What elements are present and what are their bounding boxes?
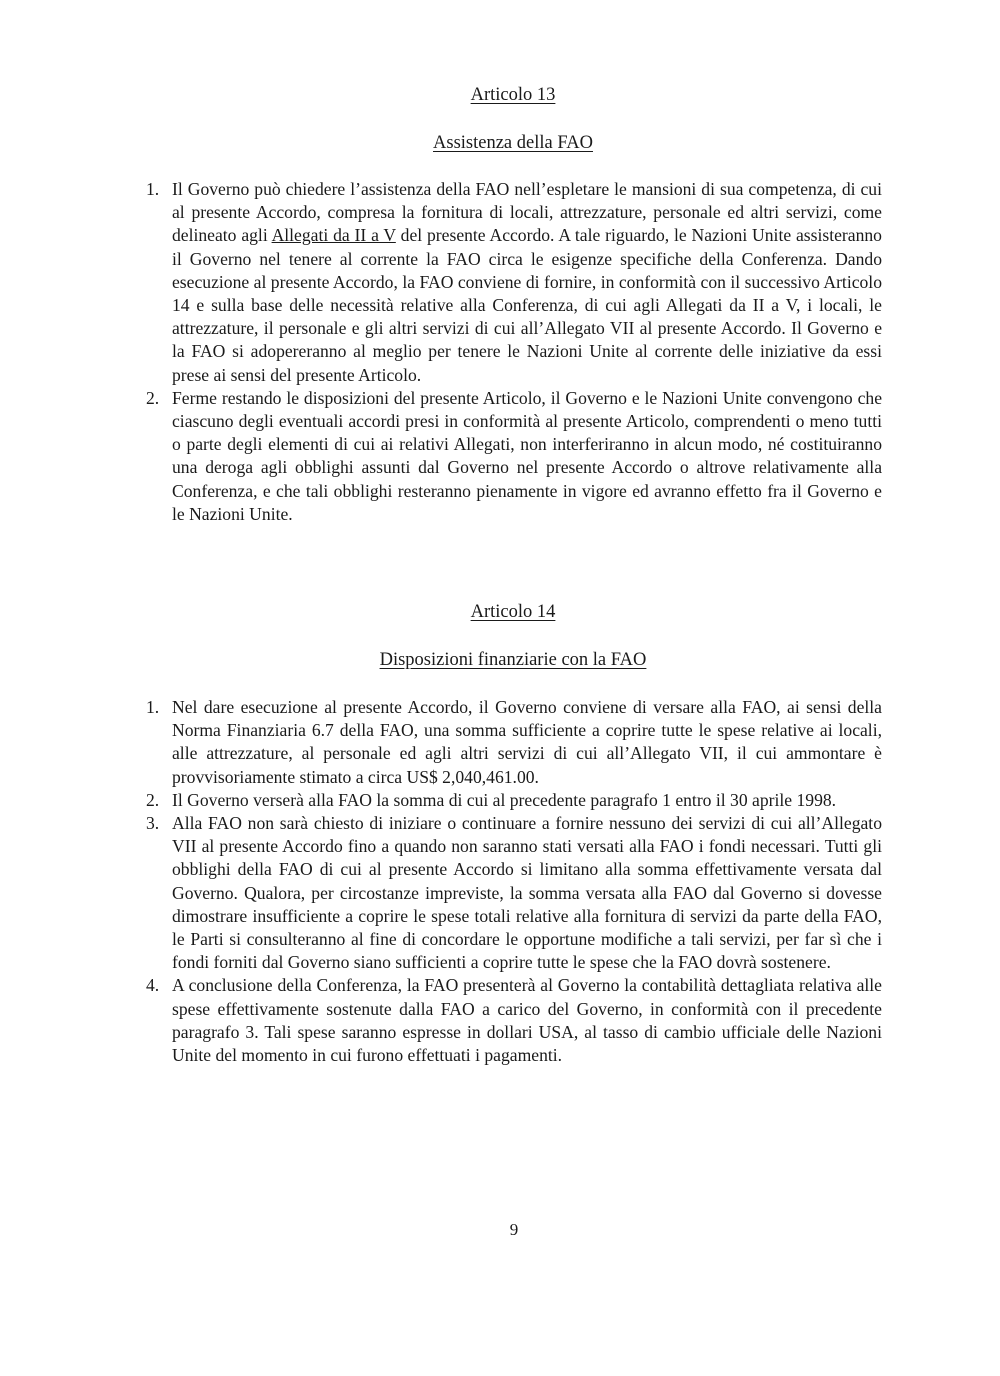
paragraph-text: Ferme restando le disposizioni del presente Articolo, il Governo e le Nazioni Unite convengono che ciascuno degli eventuali accordi presi in conformità al presente Articolo, comprendenti o meno tutti o parte degli elementi di cui ai relativi Allegati, non interferiranno in alcun modo, né costituiranno una deroga agli obblighi assunti dal Governo nel presente Accordo o altrove relativamente alla Conferenza, e che tali obblighi resteranno pienamente in vigore ed avranno effetto fra il Governo e le Nazioni Unite.	[172, 387, 882, 524]
article-14-paragraph-2	[146, 789, 882, 812]
paragraph-text: del presente Accordo. A tale riguardo, le Nazioni Unite assisteranno il Governo nel tenere al corrente la FAO circa le esigenze specifiche della Conferenza. Dando esecuzione al presente Accordo, la FAO conviene di fornire, in conformità con il successivo Articolo 14 e sulla base delle necessità relative alla Conferenza, di cui agli Allegati da II a V, i locali, le attrezzature, il personale e gli altri servizi di cui all’Allegato VII al presente Accordo. Il Governo e la FAO si adopereranno al meglio per tenere le Nazioni Unite al corrente delle iniziative da essi prese ai sensi del presente Articolo.	[172, 225, 882, 385]
article-14-subtitle: Disposizioni finanziarie con la FAO	[379, 650, 647, 670]
paragraph-text: A conclusione della Conferenza, la FAO presenterà al Governo la contabilità dettagliata relativa alle spese effettivamente sostenute dalla FAO a carico del Governo, in conformità con il precedente paragrafo 3. Tali spese saranno espresse in dollari USA, al tasso di cambio ufficiale delle Nazioni Unite del momento in cui furono effettuati i pagamenti.	[172, 975, 882, 1066]
paragraph-number: 1.	[146, 697, 160, 717]
article-14-title: Articolo 14	[470, 602, 556, 622]
page-number: 9	[509, 1220, 519, 1239]
article-14-paragraph-list	[146, 696, 882, 1067]
paragraph-number: 3.	[146, 813, 160, 834]
article-14-paragraph-3	[146, 812, 882, 974]
paragraph-text: Alla FAO non sarà chiesto di iniziare o continuare a fornire nessuno dei servizi di cui all’Allegato VII al presente Accordo fino a quando non saranno stati versati alla FAO i fondi necessari. Tutti gli obblighi della FAO di cui al presente Accordo si limitano alla somma effettivamente versata dal Governo. Qualora, per circostanze impreviste, la somma versata alla FAO dal Governo si dovesse dimostrare insufficiente a coprire le spese totali relative alla fornitura di servizi da parte della FAO, le Parti si consulteranno al fine di concordare le opportune modifiche a tali servizi, per far sì che i fondi forniti dal Governo siano sufficienti a coprire tutte le spese che la FAO dovrà sostenere.	[172, 813, 882, 973]
paragraph-text: Nel dare esecuzione al presente Accordo, il Governo conviene di versare alla FAO, ai sensi della Norma Finanziaria 6.7 della FAO, una somma sufficiente a coprire tutte le spese relative ai locali, alle attrezzature, al personale ed agli altri servizi di cui all’Allegato VII, il cui ammontare è provvisoriamente stimato a circa US$ 2,040,461.00.	[172, 697, 882, 787]
paragraph-number: 2.	[146, 789, 160, 810]
paragraph-text: Il Governo può chiedere l’assistenza della FAO nell’espletare le mansioni di sua competenza, di cui al presente Accordo, compresa la fornitura di locali, attrezzature, personale ed altri servizi, come delineato agli	[172, 179, 882, 246]
paragraph-number: 1.	[146, 179, 160, 199]
article-13-paragraph-1	[146, 178, 882, 387]
article-13-subtitle: Assistenza della FAO	[433, 133, 593, 153]
paragraph-number: 2.	[146, 387, 160, 408]
article-13-paragraph-2	[146, 387, 882, 526]
paragraph-number: 4.	[146, 975, 160, 996]
article-13-paragraph-list	[146, 178, 882, 526]
article-14-paragraph-1	[146, 696, 882, 789]
paragraph-text: Il Governo verserà alla FAO la somma di cui al precedente paragrafo 1 entro il 30 aprile 1998.	[172, 789, 837, 810]
underlined-reference: Allegati da II a V	[271, 225, 396, 246]
article-14-paragraph-4	[146, 974, 882, 1067]
article-13-title: Articolo 13	[470, 85, 556, 105]
